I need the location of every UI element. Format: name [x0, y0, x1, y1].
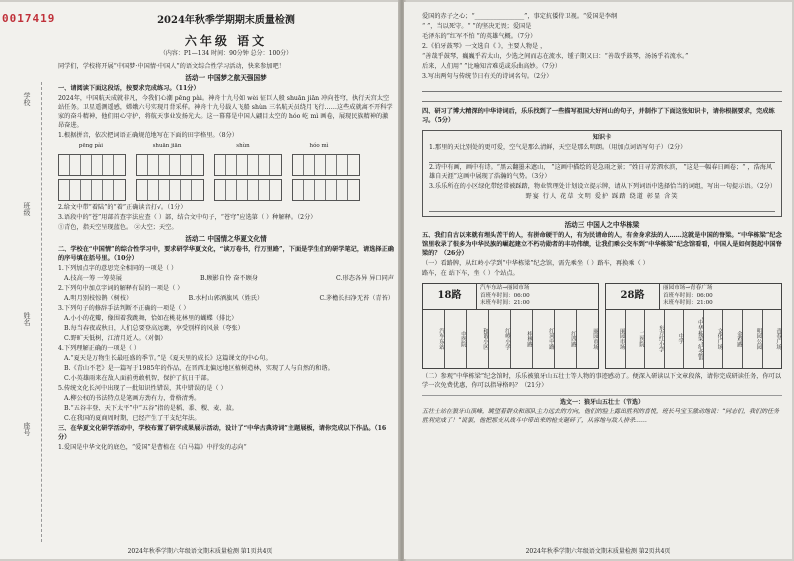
bus-stop: 桂林路 [511, 310, 533, 368]
bus-stop: 中医院 [445, 310, 467, 368]
answer-line[interactable] [422, 83, 782, 92]
tian-grid[interactable] [214, 154, 282, 176]
bus-stop: 明园公园 [743, 310, 763, 368]
question-1-3: 3.语段中的“苍”用部首查字法应查（ ）部，结合文中句子，“苍穹”应选第（ ）种解释。（2分） [58, 213, 317, 221]
option: B.水村山郭酒旗风（姓氏） [188, 295, 264, 303]
question-1-2: 2.给文中带“着陆”的“着”正确读音打√。（1分） [58, 203, 187, 211]
essay-excerpt [422, 395, 782, 426]
option: B.“五谷丰登、天下太平”中“五谷”指的是稻、黍、稷、麦、菽。 [64, 405, 238, 413]
question-2-2-options [58, 295, 394, 304]
question-2: 二、学校在“中国情”的综合性学习中，要求研学华夏文化，“读万卷书，行万里路”，下面是学生们的研学笔记，请选择正确的序号填在括号里。（10分） [58, 246, 394, 263]
exam-page-1 [0, 2, 400, 559]
tian-grid[interactable] [136, 179, 204, 201]
page-1-footer: 2024年秋季学期六年级语文期末质量检测 第1页共4页 [127, 548, 273, 555]
text: ”，事定抗倭侍卫视。“爱国是李纲 [524, 13, 618, 20]
question-3-2-quote: “善哉乎鼓琴，巍巍乎若太山，少选之间而志在流水，锺子期又曰：“善哉乎鼓琴，汤汤乎若流水。” [422, 52, 689, 60]
bus-board-28 [605, 283, 782, 369]
word-bank: 野宴 行人 花草 文明 爱护 踩踏 绕道 彰显 含笑 [525, 192, 679, 200]
bus-last: 末班车时间：21:00 [480, 300, 530, 307]
bus-first: 首班车时间：06:00 [480, 292, 530, 299]
bus-stop: 金鸡路 [723, 310, 743, 368]
question-2-3: 3.下列句子的修辞手法判断不正确的一项是（ ） [58, 305, 190, 313]
bus-board-header [423, 284, 598, 310]
question-1-1: 1.根据拼音，依次把词语正确规范地写在下面的田字格里。（8分） [58, 132, 238, 140]
bus-number: 28路 [606, 284, 660, 309]
question-3-3: 3.写出两句与传统节日有关的诗词名句。（2分） [422, 72, 553, 80]
bus-last: 末班车时间：21:00 [663, 300, 713, 307]
bus-stop: 青春广场 [775, 328, 782, 350]
bus-stop: 汽车东站 [423, 310, 445, 368]
page-2-content [422, 12, 782, 426]
bus-stop: 文化广场 [704, 310, 724, 368]
bus-stop: 红河中路 [533, 310, 555, 368]
activity-2-heading: 活动二 中国情之华夏文化情 [185, 234, 267, 243]
option: C.野旷天低树，江清月近人。（对偶） [64, 335, 167, 343]
intro-text: 同学们，学校将开展“中国梦·中国情·中国人”的语文综合性学习活动，快来参加吧！ [58, 62, 285, 70]
tian-grid[interactable] [58, 179, 126, 201]
bus-stop: 丽园市场 [606, 310, 626, 368]
bus-number: 18路 [423, 284, 477, 309]
bus-stop: 红岭小学 [489, 310, 511, 368]
pinyin-4: hóo mì [309, 143, 329, 150]
question-3-2: 2.《伯牙鼓琴》一文选自《 》，主要人物是 ， [422, 42, 547, 50]
bus-stop: 二医院 [626, 310, 646, 368]
bus-stops [606, 310, 781, 368]
question-2-2: 2.下列句中加点字词的解释有误的一项是（ ） [58, 285, 184, 293]
poetry-line-1: 爱国的赤子之心；“________________”，事定抗倭侍卫视。“爱国是李纲 [422, 13, 618, 20]
bus-stop: “中华栋梁”纪念馆 [684, 310, 704, 368]
bus-board-18 [422, 283, 599, 369]
essay-title: 选文一：狼牙山五壮士（节选） [559, 398, 644, 406]
question-4: 四、研习了博大精深的中华诗词后，乐乐找到了一些描写祖国大好河山的句子，并制作了下面这张知识卡，请你根据要求，完成练习。（5分） [422, 107, 775, 124]
question-2-5: 5.传统文化长河中出现了一批知识性错误，其中错误的是（ ） [58, 385, 227, 393]
tian-grid[interactable] [58, 154, 126, 176]
margin-label-class: 班级 [23, 202, 31, 216]
question-2-1: 1.下列加点字的意思完全相同的一项是（ ） [58, 265, 178, 273]
pinyin-3: shùn [236, 143, 250, 150]
question-2-1-options [58, 275, 394, 284]
question-5-1: （一）看路牌，从红岭小学到“中华栋梁”纪念馆，需先乘坐（ ）路车，再换乘（ ） [422, 260, 649, 268]
tian-grid-row-1 [58, 154, 394, 176]
activity-3-heading: 活动三 中国人之中华栋梁 [564, 220, 640, 229]
bus-info [477, 284, 598, 309]
tian-grid-row-2 [58, 179, 394, 201]
option: C.茅檐长扫净无苔（青苔） [319, 295, 394, 303]
exam-grade: 六年级 语文 [184, 33, 268, 48]
question-5: 五、我们自古以来就有埋头苦干的人，有拼命硬干的人，有为民请命的人，有舍身求法的人……这就是中国的脊梁。“中华栋梁”纪念馆里收录了很多为中华民族的崛起建立不朽功勋者的丰功伟绩，让我们乘公交车到“中华栋梁”纪念馆看看，中国人是如何挺起中国脊梁的？（26分） [422, 232, 782, 258]
option: B.《青山不老》是一篇写于1985年的作品，在晋西北偏远地区植树造林，实现了人与自然的和谐。 [64, 365, 334, 373]
option: B.顾影自怜 奋不顾身 [199, 275, 258, 283]
bus-stop: 丽园市场 [592, 328, 598, 350]
option: A.明月别枝惊鹊（树枝） [64, 295, 133, 303]
option: C.在我国的夏商周时期，已经产生了干支纪年法。 [64, 415, 201, 423]
question-3-2-end: 后来，人们用“ ”比喻知音难觅或乐曲高妙。（7分） [422, 62, 562, 70]
bus-board-header [606, 284, 781, 310]
answer-line[interactable] [429, 154, 775, 163]
question-1-3-options: ①青色，指天空呈现蓝色。 ②大空；天空。 [58, 223, 178, 231]
pinyin-row [58, 143, 394, 151]
exam-title: 2024年秋季学期期末质量检测 [157, 15, 295, 26]
knowledge-card-title: 知识卡 [592, 133, 612, 141]
bus-first: 首班车时间：06:00 [663, 292, 713, 299]
exam-meta: （内容：P1—134 时间：90分钟 总分：100分） [159, 49, 293, 57]
question-2-4: 4.下列理解正确的一项是（ ） [58, 345, 141, 353]
exam-page-2 [404, 2, 792, 559]
poetry-line-3: 毛泽东的“红军不怕 ”的英雄气概。（7分） [422, 32, 537, 40]
option: A.柳公权的书法特点是笔画方劲有力，骨格清秀。 [64, 395, 201, 403]
bus-route: 丽园市场→青春广场 [663, 285, 713, 292]
margin-labels [22, 82, 42, 542]
bus-stop: 和谐小区 [467, 310, 489, 368]
activity-1-heading: 活动一 中国梦之航天强国梦 [185, 73, 267, 82]
question-3-1: 1.爱国是中华文化的底色，“爱国”是曹植在《白马篇》中抒发的志向“ [58, 444, 247, 452]
knowledge-item-2: 2.诗中有画，画中有诗。“黑云翻墨未遮山， ”这画中描绘的是急雨之景；“姓日寻芳泗水滨， ”这是一幅春日画卷；“ ，浩海风雄自天涯”这画中展现了浩瀚的气势。（3分） [429, 163, 773, 180]
option: A.“夏天是万物生长最旺盛的季节。”是《夏天里的成长》这篇课文的中心句。 [64, 355, 272, 363]
pinyin-2: shuān jiān [152, 143, 182, 150]
option: C.小英雄雨来在敌人面前勇敢机智，保护了抗日干部。 [64, 375, 213, 383]
bus-route-boards [422, 283, 782, 369]
poetry-line-2: “ ”，当以死守。“ ”的坚决无畏；爱国是 [422, 22, 532, 30]
margin-label-seat: 座号 [23, 422, 31, 436]
knowledge-item-1: 1.那里的天比别处的更可爱，空气是那么清鲜，天空是那么明朗。（用加点词语写句子）（2分） [429, 143, 687, 151]
question-3: 三、在华夏文化研学活动中，学校布置了研学成果展示活动，设计了“中华古典诗词”主题展板，请你完成以下作品。（16分） [58, 425, 387, 442]
serial-number: 0017419 [2, 12, 56, 25]
option: A.技高一筹 一筹莫展 [64, 275, 122, 283]
answer-line[interactable] [422, 93, 782, 102]
tian-grid[interactable] [292, 154, 360, 176]
knowledge-item-3: 3.乐乐所在的小区绿化带经常被踩踏，物业管理处计划设立提示牌，请从下列词语中选择恰当的词组，写出一句提示语。（2分） [429, 182, 777, 190]
page-1-content [58, 14, 394, 454]
pinyin-1: pēng pài [78, 143, 104, 150]
tian-grid[interactable] [214, 179, 282, 201]
answer-line[interactable] [429, 203, 775, 212]
bus-route: 汽车东站→丽园市场 [480, 285, 530, 292]
text: 爱国的赤子之心；“ [422, 13, 475, 20]
page-2-footer: 2024年秋季学期六年级语文期末质量检测 第2页共4页 [525, 548, 671, 555]
bus-info [660, 284, 781, 309]
tian-grid[interactable] [136, 154, 204, 176]
tian-grid[interactable] [292, 179, 360, 201]
option: B.每当春夜或秋日，人们总要登高远眺，享受别样的风景（夸张） [64, 325, 244, 333]
question-1: 一、请阅读下面这段话，按要求完成练习。（11分） [58, 85, 200, 93]
essay-text: 五壮士站在狼牙山顶峰，眺望着群众和部队主力远去的方向，他们的脸上露出胜利的喜悦，班长马宝玉激动地说：“同志们，我们的任务胜利完成了！”说罢，他把那支从战斗中带出来的枪支砸碎了，从容地与敌人拼杀…… [422, 408, 780, 425]
margin-label-school: 学校 [23, 92, 31, 106]
question-1-passage: 2024年，中国航天成就非凡，今我们心潮 pēng pài。神舟十九号如 wèi 征巨人般 shuān jiān 冲向苍穹，执行天宫太空站任务。卫星遥测遥感，嫦娥六号实现月背采样。神舟十九号载人飞船 shùn 三名航天员绕月飞行……这些成就离不开科学家的奋斗精神，他们用心守护，将航天事业发扬光大。这一幕幕是中国人翩目太空的 hóo 屹 mì 画卷，展现民族精神的激昂奋进。 [58, 95, 393, 130]
knowledge-card [422, 130, 782, 217]
margin-label-name: 姓名 [23, 312, 31, 326]
bus-stop: 红四路 [555, 310, 577, 368]
question-5-2: （二）参观“中华栋梁”纪念馆时，乐乐被狼牙山五壮士等人物的事迹感动了。便深入研读以下文章段落，请你完成研读任务，你可以学一次免费优惠，你可以指导格吗？（21分） [422, 372, 782, 389]
question-5-1-b: 路车，在 站下车，坐（ ）个站点。 [422, 270, 519, 278]
bus-stop: 东方红小学 [645, 310, 665, 368]
option: A.小小的花瓣，像围着我跳舞，恰如在桃花林里的蝴蝶（排比） [64, 315, 238, 323]
bus-stops [423, 310, 598, 368]
bus-stop: 中学 [665, 310, 685, 368]
option: C.形态各异 异口同声 [336, 275, 394, 283]
